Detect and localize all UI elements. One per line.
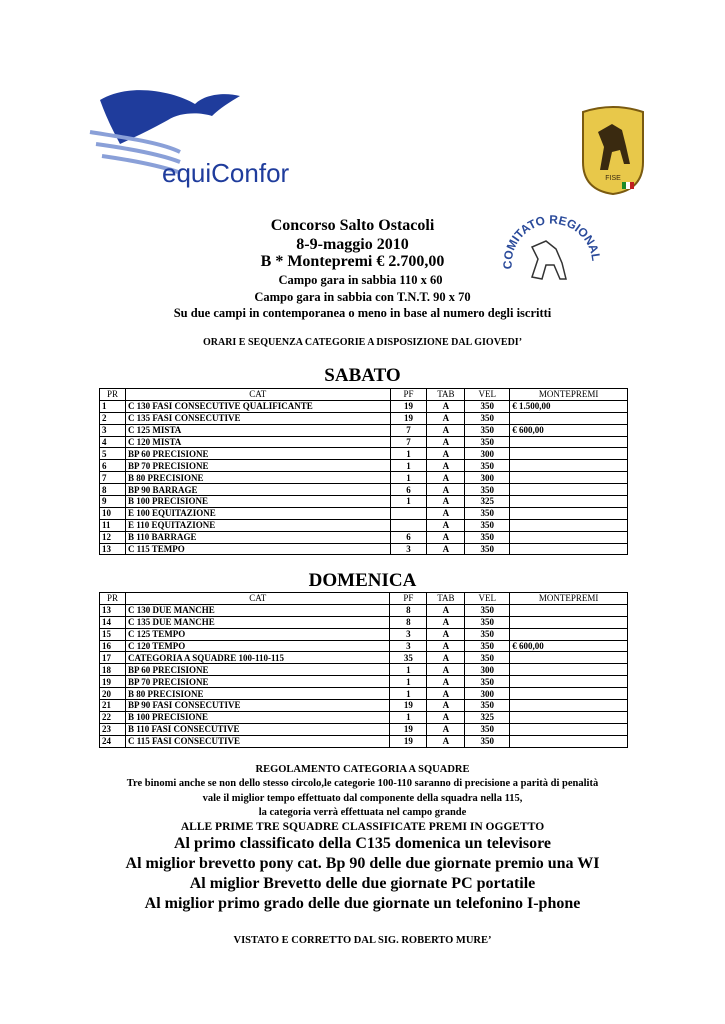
table-cell bbox=[510, 616, 628, 628]
table-cell: 325 bbox=[465, 496, 510, 508]
table-cell: 1 bbox=[100, 400, 126, 412]
table-cell: 13 bbox=[100, 604, 126, 616]
table-cell: 350 bbox=[465, 616, 510, 628]
table-cell: 350 bbox=[465, 484, 510, 496]
table-cell: E 110 EQUITAZIONE bbox=[125, 519, 390, 531]
table-cell: 350 bbox=[465, 735, 510, 747]
table-cell: 20 bbox=[100, 688, 126, 700]
table-cell: A bbox=[427, 484, 465, 496]
table-cell: 17 bbox=[100, 652, 126, 664]
table-header-row bbox=[100, 389, 628, 401]
table-cell bbox=[510, 664, 628, 676]
table-cell bbox=[510, 688, 628, 700]
column-header: VEL bbox=[465, 593, 510, 605]
table-cell: A bbox=[427, 519, 465, 531]
table-cell: 4 bbox=[100, 436, 126, 448]
signature: VISTATO E CORRETTO DAL SIG. ROBERTO MURE’ bbox=[233, 935, 492, 946]
table-cell: 350 bbox=[465, 436, 510, 448]
table-cell: 6 bbox=[100, 460, 126, 472]
table-row bbox=[100, 472, 628, 484]
column-header: CAT bbox=[125, 593, 390, 605]
table-row bbox=[100, 412, 628, 424]
table-cell: A bbox=[427, 460, 465, 472]
table-cell: 15 bbox=[100, 628, 126, 640]
equiconfor-logo bbox=[80, 82, 290, 192]
table-cell bbox=[510, 723, 628, 735]
table-cell: 350 bbox=[465, 640, 510, 652]
table-cell bbox=[510, 711, 628, 723]
prize-line-1: Al primo classificato della C135 domenica un televisore bbox=[174, 835, 551, 852]
table-cell: 8 bbox=[100, 484, 126, 496]
table-cell: 1 bbox=[390, 676, 427, 688]
column-header: MONTEPREMI bbox=[510, 593, 628, 605]
regolamento-title: REGOLAMENTO CATEGORIA A SQUADRE bbox=[255, 764, 470, 775]
column-header: PF bbox=[390, 593, 427, 605]
field-info-1: Campo gara in sabbia 110 x 60 bbox=[278, 273, 443, 287]
table-row bbox=[100, 460, 628, 472]
table-cell: A bbox=[427, 412, 465, 424]
table-cell: BP 70 PRECISIONE bbox=[125, 460, 390, 472]
table-row bbox=[100, 448, 628, 460]
table-row bbox=[100, 711, 628, 723]
table-cell: C 135 FASI CONSECUTIVE bbox=[125, 412, 390, 424]
table-cell: A bbox=[427, 496, 465, 508]
table-cell: 350 bbox=[465, 723, 510, 735]
prize-line-3: Al miglior Brevetto delle due giornate PC portatile bbox=[189, 875, 536, 892]
table-cell: 23 bbox=[100, 723, 126, 735]
table-cell: A bbox=[427, 735, 465, 747]
table-row bbox=[100, 735, 628, 747]
table-cell: € 600,00 bbox=[510, 424, 628, 436]
table-cell: 7 bbox=[390, 424, 427, 436]
table-cell: A bbox=[427, 400, 465, 412]
table-cell: 22 bbox=[100, 711, 126, 723]
table-row bbox=[100, 519, 628, 531]
table-cell: 1 bbox=[390, 448, 427, 460]
table-cell: 19 bbox=[390, 700, 427, 712]
table-cell: 3 bbox=[390, 543, 427, 555]
regolamento-line-1: Tre binomi anche se non dello stesso circolo,le categorie 100-110 saranno di precisione a parità di penalità bbox=[126, 778, 599, 789]
table-cell: € 600,00 bbox=[510, 640, 628, 652]
table-cell: 8 bbox=[390, 616, 427, 628]
table-row bbox=[100, 496, 628, 508]
table-cell: 300 bbox=[465, 688, 510, 700]
table-cell: A bbox=[427, 688, 465, 700]
table-cell: A bbox=[427, 640, 465, 652]
table-cell: 19 bbox=[390, 723, 427, 735]
schedule-note: ORARI E SEQUENZA CATEGORIE A DISPOSIZIONE DAL GIOVEDI’ bbox=[202, 337, 523, 348]
table-row bbox=[100, 400, 628, 412]
table-cell: A bbox=[427, 676, 465, 688]
regolamento-line-3: la categoria verrà effettuata nel campo grande bbox=[258, 807, 467, 818]
column-header: MONTEPREMI bbox=[510, 389, 628, 401]
table-cell: 19 bbox=[100, 676, 126, 688]
table-cell: € 1.500,00 bbox=[510, 400, 628, 412]
table-cell: A bbox=[427, 723, 465, 735]
table-cell: A bbox=[427, 543, 465, 555]
table-row bbox=[100, 652, 628, 664]
table-cell: C 125 MISTA bbox=[125, 424, 390, 436]
field-info-2: Campo gara in sabbia con T.N.T. 90 x 70 bbox=[254, 290, 471, 304]
table-cell: 350 bbox=[465, 460, 510, 472]
column-header: PR bbox=[100, 593, 126, 605]
table-cell: 300 bbox=[465, 448, 510, 460]
table-cell: 10 bbox=[100, 507, 126, 519]
table-cell: 1 bbox=[390, 711, 427, 723]
table-cell: 3 bbox=[100, 424, 126, 436]
table-cell: 350 bbox=[465, 519, 510, 531]
table-cell: 325 bbox=[465, 711, 510, 723]
table-cell bbox=[510, 472, 628, 484]
svg-text:COMITATO REGIONALE F.I.S.E. LA: COMITATO REGIONAL bbox=[500, 212, 604, 270]
domenica-table bbox=[99, 592, 628, 748]
table-cell: A bbox=[427, 531, 465, 543]
table-cell: CATEGORIA A SQUADRE 100-110-115 bbox=[125, 652, 390, 664]
table-row bbox=[100, 424, 628, 436]
table-cell: B 110 BARRAGE bbox=[125, 531, 390, 543]
event-prize: B * Montepremi € 2.700,00 bbox=[260, 253, 445, 270]
table-cell: A bbox=[427, 448, 465, 460]
table-row bbox=[100, 616, 628, 628]
fise-seal-logo bbox=[578, 102, 648, 194]
column-header: TAB bbox=[427, 389, 465, 401]
table-cell: BP 90 BARRAGE bbox=[125, 484, 390, 496]
table-cell: C 120 MISTA bbox=[125, 436, 390, 448]
table-cell: B 80 PRECISIONE bbox=[125, 688, 390, 700]
event-dates: 8-9-maggio 2010 bbox=[296, 236, 409, 253]
table-cell: 3 bbox=[390, 628, 427, 640]
table-cell: 21 bbox=[100, 700, 126, 712]
table-cell bbox=[510, 531, 628, 543]
table-cell bbox=[390, 507, 427, 519]
table-cell: 350 bbox=[465, 700, 510, 712]
table-cell: B 100 PRECISIONE bbox=[125, 711, 390, 723]
table-cell: 19 bbox=[390, 400, 427, 412]
table-cell: C 125 TEMPO bbox=[125, 628, 390, 640]
table-cell: 24 bbox=[100, 735, 126, 747]
field-info-3: Su due campi in contemporanea o meno in base al numero degli iscritti bbox=[173, 306, 552, 320]
regolamento-line-4: ALLE PRIME TRE SQUADRE CLASSIFICATE PREMI IN OGGETTO bbox=[180, 821, 545, 833]
table-cell: BP 90 FASI CONSECUTIVE bbox=[125, 700, 390, 712]
table-row bbox=[100, 723, 628, 735]
sabato-table bbox=[99, 388, 628, 555]
table-cell bbox=[510, 460, 628, 472]
table-cell: 350 bbox=[465, 507, 510, 519]
table-cell: A bbox=[427, 711, 465, 723]
table-row bbox=[100, 676, 628, 688]
table-cell: 18 bbox=[100, 664, 126, 676]
table-cell bbox=[510, 519, 628, 531]
table-cell bbox=[510, 652, 628, 664]
table-row bbox=[100, 543, 628, 555]
table-cell bbox=[510, 628, 628, 640]
table-cell: BP 70 PRECISIONE bbox=[125, 676, 390, 688]
table-cell: 300 bbox=[465, 472, 510, 484]
table-row bbox=[100, 484, 628, 496]
table-cell: 350 bbox=[465, 543, 510, 555]
table-cell: BP 60 PRECISIONE bbox=[125, 664, 390, 676]
table-cell: A bbox=[427, 424, 465, 436]
table-cell: A bbox=[427, 436, 465, 448]
table-cell: 6 bbox=[390, 484, 427, 496]
table-cell: 8 bbox=[390, 604, 427, 616]
table-row bbox=[100, 628, 628, 640]
table-cell: 11 bbox=[100, 519, 126, 531]
table-cell: 7 bbox=[390, 436, 427, 448]
column-header: TAB bbox=[427, 593, 465, 605]
table-cell: C 130 DUE MANCHE bbox=[125, 604, 390, 616]
domenica-title: DOMENICA bbox=[308, 570, 417, 591]
table-cell: 35 bbox=[390, 652, 427, 664]
table-cell: A bbox=[427, 507, 465, 519]
table-cell: C 120 TEMPO bbox=[125, 640, 390, 652]
table-cell bbox=[510, 448, 628, 460]
table-cell: 1 bbox=[390, 664, 427, 676]
table-cell: A bbox=[427, 604, 465, 616]
table-cell bbox=[510, 412, 628, 424]
prize-line-4: Al miglior primo grado delle due giornate un telefonino I-phone bbox=[144, 895, 581, 912]
table-cell: A bbox=[427, 652, 465, 664]
table-cell: C 135 DUE MANCHE bbox=[125, 616, 390, 628]
table-cell: BP 60 PRECISIONE bbox=[125, 448, 390, 460]
table-cell bbox=[510, 543, 628, 555]
table-cell: 13 bbox=[100, 543, 126, 555]
table-cell: 350 bbox=[465, 424, 510, 436]
table-row bbox=[100, 604, 628, 616]
table-cell bbox=[510, 604, 628, 616]
table-cell bbox=[510, 735, 628, 747]
column-header: PF bbox=[390, 389, 427, 401]
table-cell: 5 bbox=[100, 448, 126, 460]
column-header: VEL bbox=[465, 389, 510, 401]
prize-line-2: Al miglior brevetto pony cat. Bp 90 delle due giornate premio una WI bbox=[125, 855, 600, 872]
table-cell: 350 bbox=[465, 604, 510, 616]
table-cell: 7 bbox=[100, 472, 126, 484]
table-row bbox=[100, 640, 628, 652]
table-row bbox=[100, 700, 628, 712]
logo-text: equiConfor bbox=[162, 158, 290, 188]
table-cell: A bbox=[427, 472, 465, 484]
table-cell: 9 bbox=[100, 496, 126, 508]
table-cell: A bbox=[427, 664, 465, 676]
table-cell: 19 bbox=[390, 735, 427, 747]
table-cell: 6 bbox=[390, 531, 427, 543]
table-cell: B 80 PRECISIONE bbox=[125, 472, 390, 484]
table-cell: 16 bbox=[100, 640, 126, 652]
table-cell: A bbox=[427, 700, 465, 712]
table-cell: 1 bbox=[390, 472, 427, 484]
table-cell: 14 bbox=[100, 616, 126, 628]
table-cell: 350 bbox=[465, 652, 510, 664]
table-cell: 2 bbox=[100, 412, 126, 424]
table-row bbox=[100, 664, 628, 676]
table-cell: C 115 TEMPO bbox=[125, 543, 390, 555]
column-header: PR bbox=[100, 389, 126, 401]
svg-text:FISE: FISE bbox=[605, 175, 621, 182]
table-row bbox=[100, 436, 628, 448]
table-cell: C 115 FASI CONSECUTIVE bbox=[125, 735, 390, 747]
table-cell bbox=[510, 484, 628, 496]
table-cell bbox=[510, 496, 628, 508]
column-header: CAT bbox=[125, 389, 390, 401]
table-cell: 300 bbox=[465, 664, 510, 676]
table-cell bbox=[510, 436, 628, 448]
table-cell: 350 bbox=[465, 400, 510, 412]
table-cell bbox=[390, 519, 427, 531]
table-cell: 3 bbox=[390, 640, 427, 652]
table-row bbox=[100, 531, 628, 543]
table-cell: 1 bbox=[390, 688, 427, 700]
table-cell: 350 bbox=[465, 531, 510, 543]
table-cell: A bbox=[427, 628, 465, 640]
table-cell: 19 bbox=[390, 412, 427, 424]
table-cell: A bbox=[427, 616, 465, 628]
table-row bbox=[100, 688, 628, 700]
table-header-row bbox=[100, 593, 628, 605]
table-cell: 1 bbox=[390, 496, 427, 508]
table-cell: B 100 PRECISIONE bbox=[125, 496, 390, 508]
table-cell: 12 bbox=[100, 531, 126, 543]
table-cell bbox=[510, 700, 628, 712]
table-cell: E 100 EQUITAZIONE bbox=[125, 507, 390, 519]
table-cell: 350 bbox=[465, 676, 510, 688]
table-cell bbox=[510, 507, 628, 519]
table-cell: 350 bbox=[465, 628, 510, 640]
table-cell: C 130 FASI CONSECUTIVE QUALIFICANTE bbox=[125, 400, 390, 412]
table-row bbox=[100, 507, 628, 519]
event-title: Concorso Salto Ostacoli bbox=[270, 217, 435, 234]
table-cell: 350 bbox=[465, 412, 510, 424]
sabato-title: SABATO bbox=[324, 365, 401, 386]
table-cell bbox=[510, 676, 628, 688]
regolamento-line-2: vale il miglior tempo effettuato dal componente della squadra nella 115, bbox=[202, 793, 523, 804]
table-cell: B 110 FASI CONSECUTIVE bbox=[125, 723, 390, 735]
table-cell: 1 bbox=[390, 460, 427, 472]
